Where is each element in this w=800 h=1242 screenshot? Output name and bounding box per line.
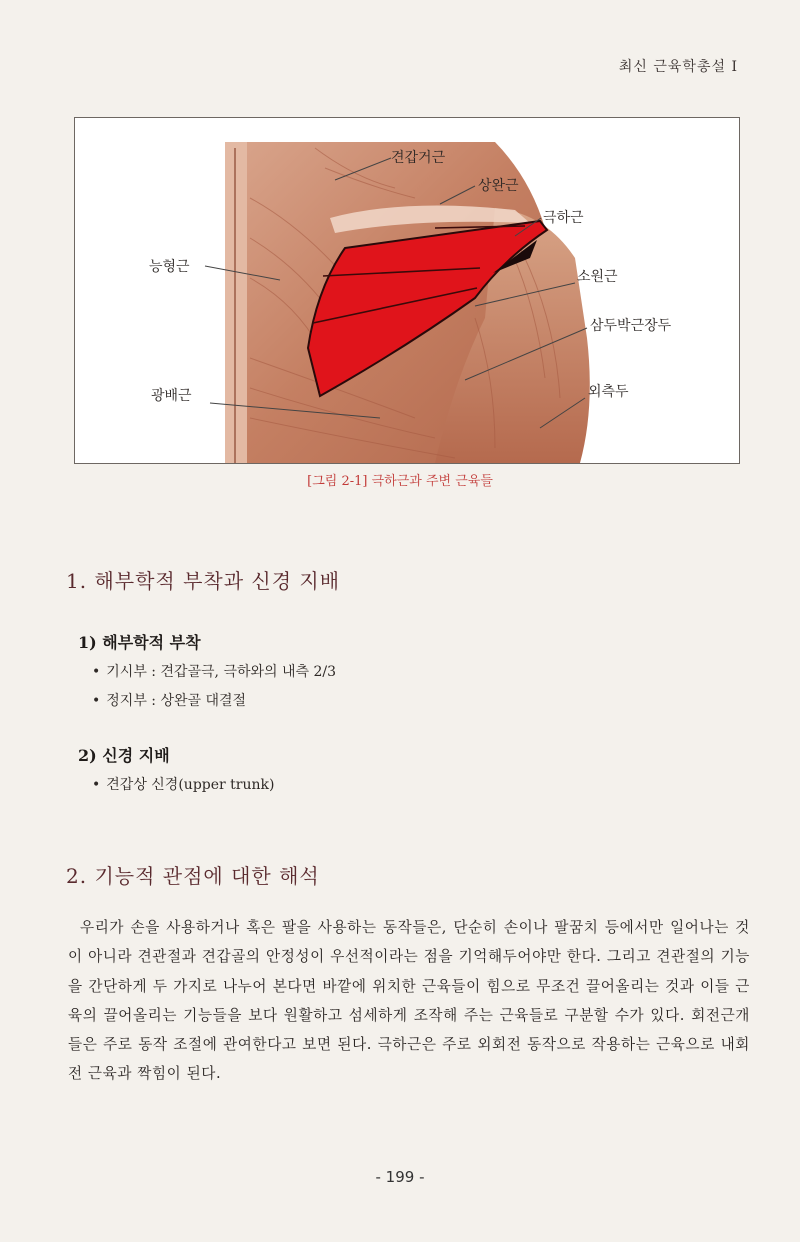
section1-sub1-title: 1) 해부학적 부착 (78, 633, 201, 652)
running-header: 최신 근육학총설 Ⅰ (618, 59, 738, 75)
section2-title: 2. 기능적 관점에 대한 해석 (66, 864, 320, 888)
list-item (92, 661, 336, 681)
bullet-text: 정지부 : 상완골 대결절 (106, 693, 247, 709)
body-paragraph: 우리가 손을 사용하거나 혹은 팔을 사용하는 동작들은, 단순히 손이나 팔꿈치 등에서만 일어나는 것이 아니라 견관절과 견갑골의 안정성이 우선적이라는 점을 기억해두어야만 한다. 그리고 견관절의 기능을 간단하게 두 가지로 나누어 본다면 바깥에 위치한 근육들이 힘으로 무조건 끌어올리는 것과 이들 근육의 끌어올리는 기능들을 보다 원활하고 섬세하게 조작해 주는 근육들로 구분할 수가 있다. 회전근개들은 주로 동작 조절에 관여한다고 보면 된다. 극하근은 주로 외회전 동작으로 작용하는 근육으로 내회전 근육과 짝힘이 된다. (68, 919, 750, 1083)
label-levator-scapulae: 견갑거근 (391, 150, 446, 166)
label-triceps-long: 삼두박근장두 (590, 318, 672, 334)
section1-title: 1. 해부학적 부착과 신경 지배 (66, 569, 341, 593)
bullet-dot: • (92, 777, 101, 793)
anatomy-figure (74, 117, 740, 464)
label-teres-minor: 소원근 (577, 269, 618, 285)
bullet-dot: • (92, 664, 101, 680)
spine-strip (225, 142, 247, 463)
shoulder-muscle-illustration (75, 118, 739, 463)
label-rhomboid: 능형근 (149, 259, 190, 275)
bullet-text: 기시부 : 견갑골극, 극하와의 내측 2/3 (106, 664, 337, 680)
page-number: - 199 - (375, 1168, 425, 1186)
bullet-dot: • (92, 693, 101, 709)
figure-caption: [그림 2-1] 극하근과 주변 근육들 (307, 474, 493, 489)
label-lateral-head: 외측두 (588, 384, 629, 400)
label-latissimus: 광배근 (151, 388, 192, 404)
bullet-text: 견갑상 신경(upper trunk) (106, 777, 275, 793)
list-item (92, 774, 274, 794)
list-item (92, 690, 246, 710)
label-infraspinatus: 극하근 (543, 210, 584, 226)
section1-sub2-title: 2) 신경 지배 (78, 746, 170, 765)
label-humerus: 상완근 (478, 178, 519, 194)
